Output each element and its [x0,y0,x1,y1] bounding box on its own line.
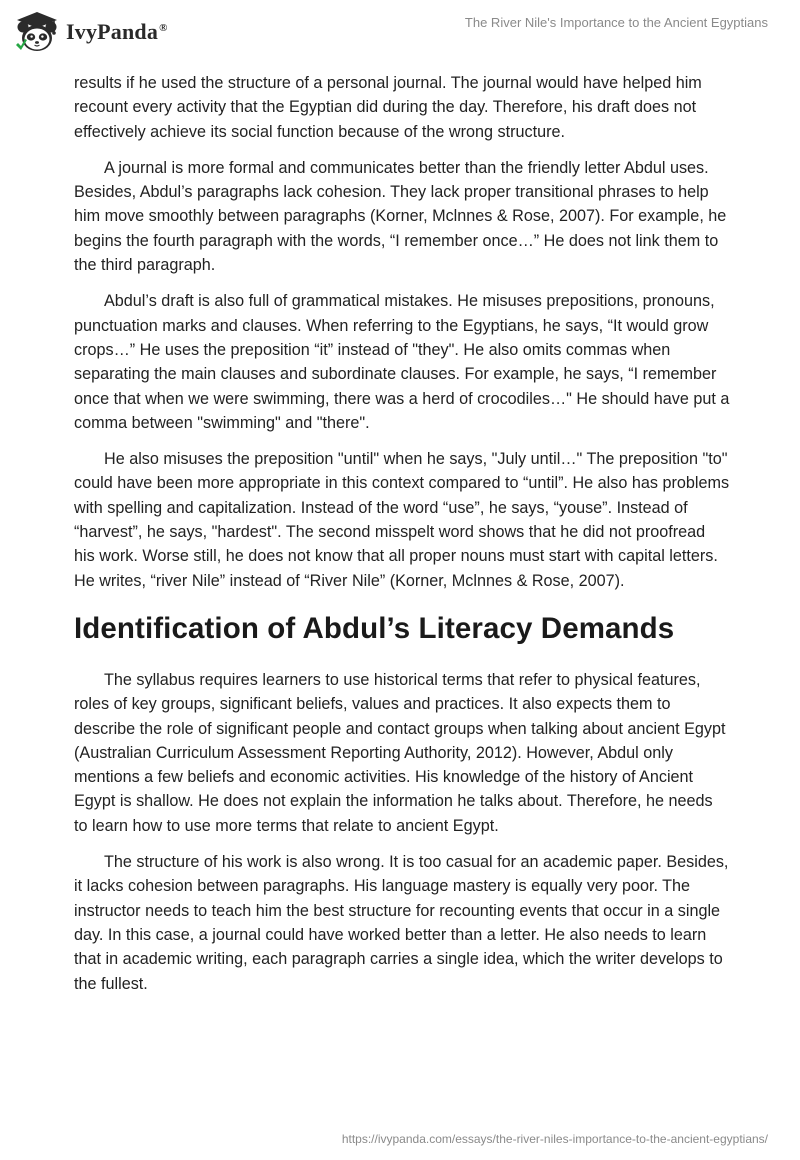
section-heading: Identification of Abdul’s Literacy Demands [74,611,675,645]
paragraph: Abdul’s draft is also full of grammatical mistakes. He misuses prepositions, pronouns, punctuation marks and clauses. When referring to the Egyptians, he says, “It would grow crops…” He uses the preposition “it” instead of "they". He also omits commas when separating the main clauses and subordinate clauses. For example, he says, “I remember once that when we were swimming, there was a herd of crocodiles…" He should have put a comma between "swimming" and "there". [74,292,730,432]
paragraph: The structure of his work is also wrong. It is too casual for an academic paper. Besides, it lacks cohesion between paragraphs. His language mastery is equally very poor. The instructor needs to teach him the best structure for recounting events that occur in a single day. In this case, a journal could have worked better than a letter. He also needs to learn that in academic writing, each paragraph carries a single idea, which the writer develops to the fullest. [74,853,729,993]
paragraph-continued: results if he used the structure of a personal journal. The journal would have helped him recount every activity that the Egyptian did during the day. Therefore, his draft does not effectively achieve its social function because of the wrong structure. [74,74,702,141]
panda-graduate-icon [14,10,60,54]
brand-logo[interactable] [14,10,168,54]
source-url[interactable]: https://ivypanda.com/essays/the-river-niles-importance-to-the-ancient-egyptians/ [341,1132,768,1146]
paragraph: A journal is more formal and communicates better than the friendly letter Abdul uses. Besides, Abdul’s paragraphs lack cohesion. They lack proper transitional phrases to help him move smoothly between paragraphs (Korner, Mclnnes & Rose, 2007). For example, he begins the fourth paragraph with the words, “I remember once…” He does not link them to the third paragraph. [74,158,727,275]
paragraph: He also misuses the preposition "until" when he says, "July until…" The preposition "to" could have been more appropriate in this context compared to “until”. He also has problems with spelling and capitalization. Instead of the word “use”, he says, “youse”. Instead of “harvest”, he says, "hardest". The second misspelt word shows that he did not proofread his work. Worse still, he does not know that all proper nouns must start with capital letters. He writes, “river Nile” instead of “River Nile” (Korner, Mclnnes & Rose, 2007). [74,450,730,590]
essay-content [74,71,730,1008]
brand-name: IvyPanda® [66,19,168,44]
page-header [0,0,800,70]
paragraph: The syllabus requires learners to use historical terms that refer to physical features, roles of key groups, significant beliefs, values and practices. It also expects them to describe the role of significant people and contact groups when talking about ancient Egypt (Australian Curriculum Assessment Reporting Authority, 2012). However, Abdul only mentions a few beliefs and economic activities. His knowledge of the history of Ancient Egypt is shallow. He does not explain the information he talks about. Therefore, he needs to learn how to use more terms that relate to ancient Egypt. [74,670,726,835]
document-title: The River Nile's Importance to the Ancient Egyptians [464,15,768,30]
registered-mark: ® [159,21,168,34]
